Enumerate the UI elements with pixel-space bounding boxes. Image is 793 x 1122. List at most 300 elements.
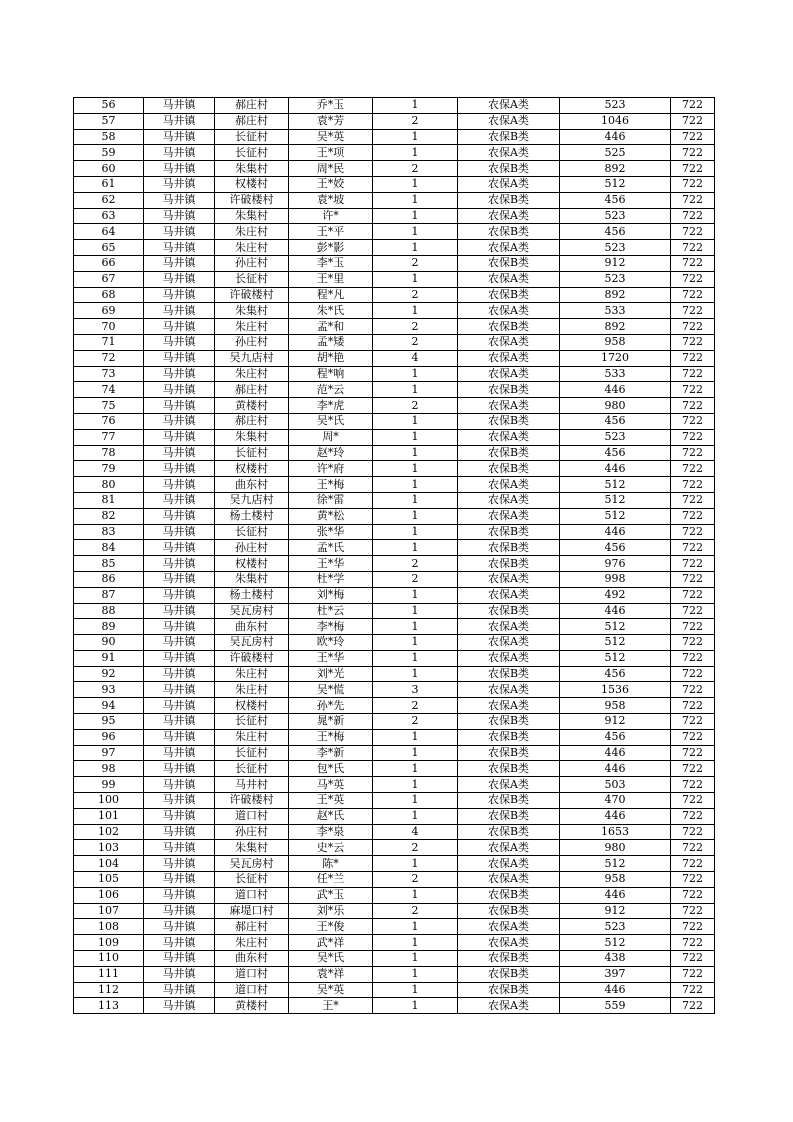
cell-insurance-type: 农保A类 (458, 350, 560, 366)
cell-town: 马井镇 (144, 382, 215, 398)
cell-standard: 722 (671, 793, 715, 809)
cell-row-number: 100 (74, 793, 144, 809)
cell-town: 马井镇 (144, 161, 215, 177)
cell-household-count: 1 (373, 429, 458, 445)
cell-insurance-type: 农保A类 (458, 429, 560, 445)
cell-name: 马*英 (289, 777, 373, 793)
cell-name: 吴*氏 (289, 413, 373, 429)
cell-standard: 722 (671, 587, 715, 603)
cell-amount: 1536 (560, 682, 671, 698)
cell-household-count: 2 (373, 903, 458, 919)
cell-insurance-type: 农保B类 (458, 729, 560, 745)
cell-insurance-type: 农保B类 (458, 319, 560, 335)
cell-name: 王*里 (289, 271, 373, 287)
cell-town: 马井镇 (144, 461, 215, 477)
table-row (74, 587, 715, 603)
cell-household-count: 1 (373, 966, 458, 982)
cell-household-count: 1 (373, 729, 458, 745)
cell-town: 马井镇 (144, 334, 215, 350)
cell-insurance-type: 农保B类 (458, 887, 560, 903)
cell-insurance-type: 农保B类 (458, 161, 560, 177)
cell-name: 王*华 (289, 556, 373, 572)
table-row (74, 287, 715, 303)
cell-standard: 722 (671, 935, 715, 951)
table-row (74, 824, 715, 840)
cell-village: 长征村 (215, 714, 289, 730)
cell-town: 马井镇 (144, 129, 215, 145)
cell-insurance-type: 农保A类 (458, 176, 560, 192)
cell-amount: 912 (560, 714, 671, 730)
table-row (74, 998, 715, 1014)
cell-row-number: 93 (74, 682, 144, 698)
cell-amount: 512 (560, 619, 671, 635)
cell-town: 马井镇 (144, 571, 215, 587)
cell-town: 马井镇 (144, 872, 215, 888)
cell-household-count: 1 (373, 777, 458, 793)
cell-row-number: 109 (74, 935, 144, 951)
cell-amount: 492 (560, 587, 671, 603)
cell-standard: 722 (671, 540, 715, 556)
cell-village: 道口村 (215, 982, 289, 998)
cell-row-number: 60 (74, 161, 144, 177)
cell-insurance-type: 农保B类 (458, 382, 560, 398)
cell-town: 马井镇 (144, 714, 215, 730)
cell-household-count: 1 (373, 366, 458, 382)
cell-amount: 523 (560, 98, 671, 114)
cell-standard: 722 (671, 129, 715, 145)
cell-insurance-type: 农保A类 (458, 619, 560, 635)
cell-row-number: 75 (74, 398, 144, 414)
cell-name: 周*民 (289, 161, 373, 177)
cell-amount: 512 (560, 508, 671, 524)
cell-village: 长征村 (215, 129, 289, 145)
cell-household-count: 2 (373, 840, 458, 856)
cell-amount: 523 (560, 240, 671, 256)
cell-town: 马井镇 (144, 840, 215, 856)
cell-standard: 722 (671, 603, 715, 619)
cell-household-count: 1 (373, 192, 458, 208)
cell-standard: 722 (671, 192, 715, 208)
cell-village: 长征村 (215, 761, 289, 777)
table-row (74, 903, 715, 919)
cell-standard: 722 (671, 240, 715, 256)
table-row (74, 492, 715, 508)
cell-amount: 533 (560, 303, 671, 319)
cell-amount: 470 (560, 793, 671, 809)
cell-household-count: 1 (373, 208, 458, 224)
cell-household-count: 1 (373, 919, 458, 935)
cell-standard: 722 (671, 208, 715, 224)
cell-town: 马井镇 (144, 603, 215, 619)
table-row (74, 966, 715, 982)
cell-row-number: 101 (74, 808, 144, 824)
cell-insurance-type: 农保B类 (458, 224, 560, 240)
cell-household-count: 1 (373, 445, 458, 461)
table-row (74, 334, 715, 350)
cell-amount: 512 (560, 635, 671, 651)
cell-amount: 456 (560, 729, 671, 745)
cell-standard: 722 (671, 840, 715, 856)
cell-household-count: 1 (373, 382, 458, 398)
cell-insurance-type: 农保A类 (458, 477, 560, 493)
cell-town: 马井镇 (144, 524, 215, 540)
cell-amount: 446 (560, 382, 671, 398)
cell-village: 朱庄村 (215, 666, 289, 682)
cell-standard: 722 (671, 98, 715, 114)
table-row (74, 951, 715, 967)
cell-village: 长征村 (215, 524, 289, 540)
cell-amount: 912 (560, 255, 671, 271)
cell-name: 孟*矮 (289, 334, 373, 350)
table-row (74, 793, 715, 809)
cell-household-count: 1 (373, 303, 458, 319)
cell-town: 马井镇 (144, 98, 215, 114)
table-row (74, 161, 715, 177)
cell-village: 孙庄村 (215, 334, 289, 350)
cell-standard: 722 (671, 287, 715, 303)
cell-town: 马井镇 (144, 761, 215, 777)
cell-insurance-type: 农保A类 (458, 998, 560, 1014)
table-row (74, 413, 715, 429)
cell-village: 长征村 (215, 271, 289, 287)
cell-town: 马井镇 (144, 982, 215, 998)
cell-standard: 722 (671, 808, 715, 824)
cell-name: 刘*梅 (289, 587, 373, 603)
table-row (74, 556, 715, 572)
cell-standard: 722 (671, 398, 715, 414)
cell-standard: 722 (671, 334, 715, 350)
cell-village: 郝庄村 (215, 919, 289, 935)
cell-household-count: 2 (373, 255, 458, 271)
cell-village: 黄楼村 (215, 998, 289, 1014)
table-row (74, 429, 715, 445)
table-row (74, 255, 715, 271)
cell-row-number: 78 (74, 445, 144, 461)
cell-amount: 512 (560, 477, 671, 493)
cell-village: 长征村 (215, 745, 289, 761)
cell-amount: 976 (560, 556, 671, 572)
cell-household-count: 1 (373, 998, 458, 1014)
table-row (74, 887, 715, 903)
table-row (74, 935, 715, 951)
cell-town: 马井镇 (144, 287, 215, 303)
cell-name: 乔*玉 (289, 98, 373, 114)
table-row (74, 319, 715, 335)
cell-standard: 722 (671, 698, 715, 714)
cell-row-number: 63 (74, 208, 144, 224)
cell-village: 朱集村 (215, 161, 289, 177)
cell-insurance-type: 农保A类 (458, 919, 560, 935)
cell-name: 李*梅 (289, 619, 373, 635)
cell-insurance-type: 农保A类 (458, 698, 560, 714)
cell-town: 马井镇 (144, 366, 215, 382)
cell-household-count: 3 (373, 682, 458, 698)
cell-village: 权楼村 (215, 461, 289, 477)
cell-town: 马井镇 (144, 587, 215, 603)
cell-household-count: 1 (373, 540, 458, 556)
cell-insurance-type: 农保B类 (458, 540, 560, 556)
cell-row-number: 112 (74, 982, 144, 998)
cell-standard: 722 (671, 445, 715, 461)
cell-town: 马井镇 (144, 619, 215, 635)
cell-amount: 456 (560, 445, 671, 461)
cell-village: 朱集村 (215, 208, 289, 224)
cell-town: 马井镇 (144, 303, 215, 319)
cell-household-count: 2 (373, 571, 458, 587)
cell-standard: 722 (671, 998, 715, 1014)
cell-name: 李*新 (289, 745, 373, 761)
cell-insurance-type: 农保A类 (458, 334, 560, 350)
table-row (74, 619, 715, 635)
cell-amount: 456 (560, 540, 671, 556)
cell-amount: 446 (560, 603, 671, 619)
cell-town: 马井镇 (144, 319, 215, 335)
cell-amount: 1046 (560, 113, 671, 129)
table-row (74, 682, 715, 698)
cell-standard: 722 (671, 571, 715, 587)
cell-name: 李*玉 (289, 255, 373, 271)
cell-standard: 722 (671, 382, 715, 398)
cell-standard: 722 (671, 350, 715, 366)
cell-amount: 525 (560, 145, 671, 161)
cell-insurance-type: 农保B类 (458, 445, 560, 461)
cell-town: 马井镇 (144, 745, 215, 761)
cell-village: 道口村 (215, 808, 289, 824)
table-row (74, 129, 715, 145)
table-row (74, 224, 715, 240)
cell-row-number: 73 (74, 366, 144, 382)
cell-standard: 722 (671, 619, 715, 635)
cell-household-count: 1 (373, 587, 458, 603)
cell-row-number: 92 (74, 666, 144, 682)
cell-standard: 722 (671, 556, 715, 572)
cell-name: 李*虎 (289, 398, 373, 414)
cell-insurance-type: 农保A类 (458, 208, 560, 224)
cell-amount: 512 (560, 176, 671, 192)
cell-standard: 722 (671, 255, 715, 271)
cell-name: 袁*祥 (289, 966, 373, 982)
cell-village: 许破楼村 (215, 793, 289, 809)
cell-town: 马井镇 (144, 145, 215, 161)
cell-village: 权楼村 (215, 556, 289, 572)
cell-village: 杨土楼村 (215, 508, 289, 524)
cell-amount: 446 (560, 982, 671, 998)
cell-household-count: 1 (373, 271, 458, 287)
cell-standard: 722 (671, 319, 715, 335)
cell-town: 马井镇 (144, 445, 215, 461)
cell-row-number: 68 (74, 287, 144, 303)
cell-row-number: 108 (74, 919, 144, 935)
cell-row-number: 106 (74, 887, 144, 903)
cell-row-number: 91 (74, 650, 144, 666)
cell-amount: 523 (560, 208, 671, 224)
cell-town: 马井镇 (144, 350, 215, 366)
cell-village: 郝庄村 (215, 382, 289, 398)
table-body (74, 98, 715, 1014)
cell-name: 杜*云 (289, 603, 373, 619)
table-row (74, 919, 715, 935)
table-row (74, 714, 715, 730)
cell-name: 程*响 (289, 366, 373, 382)
cell-name: 许*府 (289, 461, 373, 477)
cell-standard: 722 (671, 856, 715, 872)
spreadsheet-page (73, 97, 715, 1014)
cell-standard: 722 (671, 113, 715, 129)
cell-row-number: 72 (74, 350, 144, 366)
table-row (74, 208, 715, 224)
cell-household-count: 1 (373, 808, 458, 824)
cell-town: 马井镇 (144, 255, 215, 271)
cell-amount: 912 (560, 903, 671, 919)
cell-insurance-type: 农保B类 (458, 461, 560, 477)
cell-row-number: 64 (74, 224, 144, 240)
cell-insurance-type: 农保B类 (458, 745, 560, 761)
cell-town: 马井镇 (144, 856, 215, 872)
table-row (74, 382, 715, 398)
cell-name: 王*俊 (289, 919, 373, 935)
cell-name: 武*祥 (289, 935, 373, 951)
cell-town: 马井镇 (144, 666, 215, 682)
cell-village: 孙庄村 (215, 540, 289, 556)
cell-name: 胡*艳 (289, 350, 373, 366)
cell-insurance-type: 农保A类 (458, 113, 560, 129)
table-row (74, 982, 715, 998)
cell-amount: 892 (560, 319, 671, 335)
cell-row-number: 56 (74, 98, 144, 114)
cell-name: 袁*芳 (289, 113, 373, 129)
table-row (74, 777, 715, 793)
cell-village: 郝庄村 (215, 113, 289, 129)
cell-name: 吴*英 (289, 129, 373, 145)
cell-town: 马井镇 (144, 887, 215, 903)
cell-town: 马井镇 (144, 919, 215, 935)
cell-row-number: 69 (74, 303, 144, 319)
cell-name: 孙*先 (289, 698, 373, 714)
cell-insurance-type: 农保A类 (458, 492, 560, 508)
cell-name: 孟*和 (289, 319, 373, 335)
cell-standard: 722 (671, 824, 715, 840)
cell-insurance-type: 农保B类 (458, 982, 560, 998)
cell-town: 马井镇 (144, 824, 215, 840)
cell-name: 刘*乐 (289, 903, 373, 919)
cell-row-number: 86 (74, 571, 144, 587)
cell-household-count: 4 (373, 350, 458, 366)
cell-row-number: 61 (74, 176, 144, 192)
cell-household-count: 2 (373, 556, 458, 572)
cell-household-count: 1 (373, 524, 458, 540)
cell-row-number: 88 (74, 603, 144, 619)
cell-row-number: 80 (74, 477, 144, 493)
cell-insurance-type: 农保B类 (458, 903, 560, 919)
table-row (74, 745, 715, 761)
cell-row-number: 71 (74, 334, 144, 350)
cell-village: 吴瓦房村 (215, 603, 289, 619)
cell-amount: 533 (560, 366, 671, 382)
cell-standard: 722 (671, 966, 715, 982)
cell-household-count: 2 (373, 698, 458, 714)
cell-amount: 446 (560, 808, 671, 824)
table-row (74, 366, 715, 382)
cell-row-number: 104 (74, 856, 144, 872)
cell-town: 马井镇 (144, 556, 215, 572)
table-row (74, 856, 715, 872)
cell-town: 马井镇 (144, 793, 215, 809)
cell-insurance-type: 农保B类 (458, 966, 560, 982)
cell-name: 包*氏 (289, 761, 373, 777)
cell-household-count: 1 (373, 461, 458, 477)
cell-town: 马井镇 (144, 635, 215, 651)
cell-village: 孙庄村 (215, 255, 289, 271)
cell-standard: 722 (671, 872, 715, 888)
cell-insurance-type: 农保B类 (458, 413, 560, 429)
cell-household-count: 1 (373, 935, 458, 951)
cell-row-number: 79 (74, 461, 144, 477)
table-row (74, 840, 715, 856)
cell-name: 张*华 (289, 524, 373, 540)
cell-standard: 722 (671, 982, 715, 998)
table-row (74, 113, 715, 129)
cell-standard: 722 (671, 461, 715, 477)
cell-town: 马井镇 (144, 224, 215, 240)
cell-village: 朱集村 (215, 303, 289, 319)
cell-standard: 722 (671, 477, 715, 493)
cell-name: 周* (289, 429, 373, 445)
cell-village: 朱庄村 (215, 935, 289, 951)
cell-household-count: 2 (373, 161, 458, 177)
cell-insurance-type: 农保B类 (458, 556, 560, 572)
cell-village: 朱集村 (215, 429, 289, 445)
cell-household-count: 2 (373, 287, 458, 303)
cell-village: 朱集村 (215, 571, 289, 587)
cell-row-number: 95 (74, 714, 144, 730)
cell-name: 彭*影 (289, 240, 373, 256)
cell-household-count: 2 (373, 714, 458, 730)
cell-household-count: 2 (373, 872, 458, 888)
cell-village: 杨土楼村 (215, 587, 289, 603)
cell-insurance-type: 农保B类 (458, 129, 560, 145)
cell-row-number: 67 (74, 271, 144, 287)
cell-row-number: 105 (74, 872, 144, 888)
cell-town: 马井镇 (144, 176, 215, 192)
cell-amount: 980 (560, 840, 671, 856)
cell-insurance-type: 农保A类 (458, 571, 560, 587)
cell-household-count: 1 (373, 413, 458, 429)
cell-household-count: 4 (373, 824, 458, 840)
cell-amount: 958 (560, 334, 671, 350)
cell-household-count: 1 (373, 650, 458, 666)
cell-row-number: 66 (74, 255, 144, 271)
cell-village: 马井村 (215, 777, 289, 793)
cell-standard: 722 (671, 887, 715, 903)
cell-household-count: 1 (373, 492, 458, 508)
cell-insurance-type: 农保A类 (458, 145, 560, 161)
cell-name: 黄*松 (289, 508, 373, 524)
cell-row-number: 70 (74, 319, 144, 335)
cell-row-number: 87 (74, 587, 144, 603)
cell-amount: 446 (560, 524, 671, 540)
cell-household-count: 1 (373, 793, 458, 809)
cell-row-number: 81 (74, 492, 144, 508)
cell-village: 孙庄村 (215, 824, 289, 840)
cell-row-number: 84 (74, 540, 144, 556)
cell-standard: 722 (671, 635, 715, 651)
cell-standard: 722 (671, 761, 715, 777)
cell-village: 曲东村 (215, 477, 289, 493)
cell-village: 朱庄村 (215, 366, 289, 382)
cell-town: 马井镇 (144, 935, 215, 951)
cell-village: 曲东村 (215, 951, 289, 967)
cell-amount: 397 (560, 966, 671, 982)
